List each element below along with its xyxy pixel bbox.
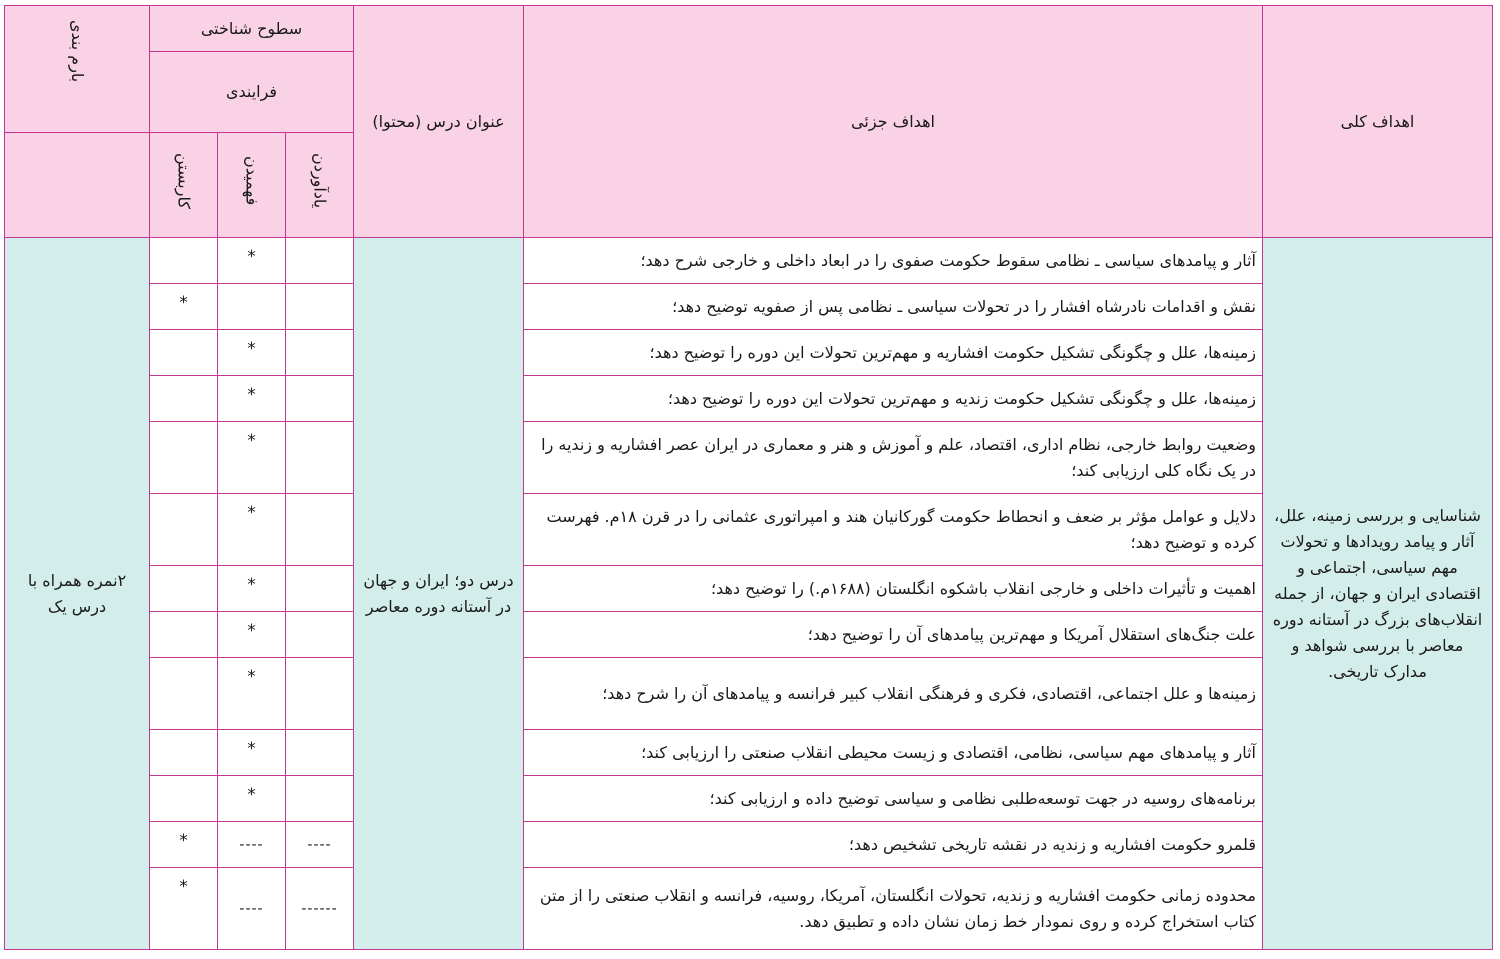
understand-mark-cell: ----: [218, 822, 286, 868]
apply-mark-cell: [150, 330, 218, 376]
grading-subheader: [5, 133, 150, 238]
apply-mark-cell: *: [150, 868, 218, 950]
objective-cell: آثار و پیامدهای مهم سیاسی، نظامی، اقتصادی و زیست محیطی انقلاب صنعتی را ارزیابی کند؛: [524, 730, 1263, 776]
apply-header: کاربستن: [150, 133, 218, 238]
cognitive-levels-header: سطوح شناختی: [150, 6, 354, 52]
apply-mark-cell: [150, 566, 218, 612]
recall-mark-cell: [286, 658, 354, 730]
grading-cell: ۲نمره همراه با درس یک: [5, 238, 150, 950]
apply-mark-cell: [150, 730, 218, 776]
objective-cell: نقش و اقدامات نادرشاه افشار را در تحولات سیاسی ـ نظامی پس از صفویه توضیح دهد؛: [524, 284, 1263, 330]
objective-cell: قلمرو حکومت افشاریه و زندیه در نقشه تاریخی تشخیص دهد؛: [524, 822, 1263, 868]
apply-mark-cell: [150, 376, 218, 422]
objective-cell: محدوده زمانی حکومت افشاریه و زندیه، تحولات انگلستان، آمریکا، روسیه، فرانسه و انقلاب صنعتی را از متن کتاب استخراج کرده و روی نمودار خط زمان نشان داده و تطبیق دهد.: [524, 868, 1263, 950]
recall-mark-cell: ----: [286, 822, 354, 868]
objective-cell: آثار و پیامدهای سیاسی ـ نظامی سقوط حکومت صفوی را در ابعاد داخلی و خارجی شرح دهد؛: [524, 238, 1263, 284]
lesson-title-cell: درس دو؛ ایران و جهان در آستانه دوره معاصر: [354, 238, 524, 950]
objective-cell: دلایل و عوامل مؤثر بر ضعف و انحطاط حکومت گورکانیان هند و امپراتوری عثمانی را در قرن ۱۸م. فهرست کرده و توضیح دهد؛: [524, 494, 1263, 566]
apply-mark-cell: [150, 612, 218, 658]
objective-cell: اهمیت و تأثیرات داخلی و خارجی انقلاب باشکوه انگلستان (۱۶۸۸م.) را توضیح دهد؛: [524, 566, 1263, 612]
apply-mark-cell: *: [150, 284, 218, 330]
objective-cell: زمینه‌ها، علل و چگونگی تشکیل حکومت زندیه و مهم‌ترین تحولات این دوره را توضیح دهد؛: [524, 376, 1263, 422]
recall-mark-cell: [286, 330, 354, 376]
recall-mark-cell: [286, 376, 354, 422]
understand-mark-cell: *: [218, 376, 286, 422]
apply-mark-cell: [150, 776, 218, 822]
understand-mark-cell: *: [218, 730, 286, 776]
apply-mark-cell: *: [150, 822, 218, 868]
objective-cell: زمینه‌ها و علل اجتماعی، اقتصادی، فکری و فرهنگی انقلاب کبیر فرانسه و پیامدهای آن را شرح دهد؛: [524, 658, 1263, 730]
grading-header: بارم بندی: [5, 6, 150, 133]
process-header: فرایندی: [150, 52, 354, 133]
understand-mark-cell: ----: [218, 868, 286, 950]
recall-mark-cell: [286, 566, 354, 612]
recall-mark-cell: ------: [286, 868, 354, 950]
recall-mark-cell: [286, 494, 354, 566]
understand-mark-cell: *: [218, 658, 286, 730]
understand-mark-cell: *: [218, 422, 286, 494]
recall-header: یادآوردن: [286, 133, 354, 238]
objective-cell: علت جنگ‌های استقلال آمریکا و مهم‌ترین پیامدهای آن را توضیح دهد؛: [524, 612, 1263, 658]
recall-mark-cell: [286, 284, 354, 330]
understand-mark-cell: *: [218, 776, 286, 822]
understand-mark-cell: *: [218, 612, 286, 658]
recall-mark-cell: [286, 776, 354, 822]
apply-mark-cell: [150, 238, 218, 284]
specific-goals-header: اهداف جزئی: [524, 6, 1263, 238]
understand-mark-cell: [218, 284, 286, 330]
understand-mark-cell: *: [218, 494, 286, 566]
recall-mark-cell: [286, 422, 354, 494]
curriculum-table: [4, 5, 1493, 950]
recall-mark-cell: [286, 612, 354, 658]
apply-mark-cell: [150, 494, 218, 566]
apply-mark-cell: [150, 658, 218, 730]
table-row: [5, 238, 1493, 284]
objective-cell: وضعیت روابط خارجی، نظام اداری، اقتصاد، علم و آموزش و هنر و معماری در ایران عصر افشاریه و زندیه را در یک نگاه کلی ارزیابی کند؛: [524, 422, 1263, 494]
recall-mark-cell: [286, 238, 354, 284]
objective-cell: برنامه‌های روسیه در جهت توسعه‌طلبی نظامی و سیاسی توضیح داده و ارزیابی کند؛: [524, 776, 1263, 822]
recall-mark-cell: [286, 730, 354, 776]
lesson-title-header: عنوان درس (محتوا): [354, 6, 524, 238]
objective-cell: زمینه‌ها، علل و چگونگی تشکیل حکومت افشاریه و مهم‌ترین تحولات این دوره را توضیح دهد؛: [524, 330, 1263, 376]
understand-mark-cell: *: [218, 330, 286, 376]
general-goals-header: اهداف کلی: [1263, 6, 1493, 238]
apply-mark-cell: [150, 422, 218, 494]
general-goal-cell: شناسایی و بررسی زمینه، علل، آثار و پیامد رویدادها و تحولات مهم سیاسی، اجتماعی و اقتصادی ایران و جهان، از جمله انقلاب‌های بزرگ در آستانه دوره معاصر با بررسی شواهد و مدارک تاریخی.: [1263, 238, 1493, 950]
understand-header: فهمیدن: [218, 133, 286, 238]
understand-mark-cell: *: [218, 566, 286, 612]
understand-mark-cell: *: [218, 238, 286, 284]
